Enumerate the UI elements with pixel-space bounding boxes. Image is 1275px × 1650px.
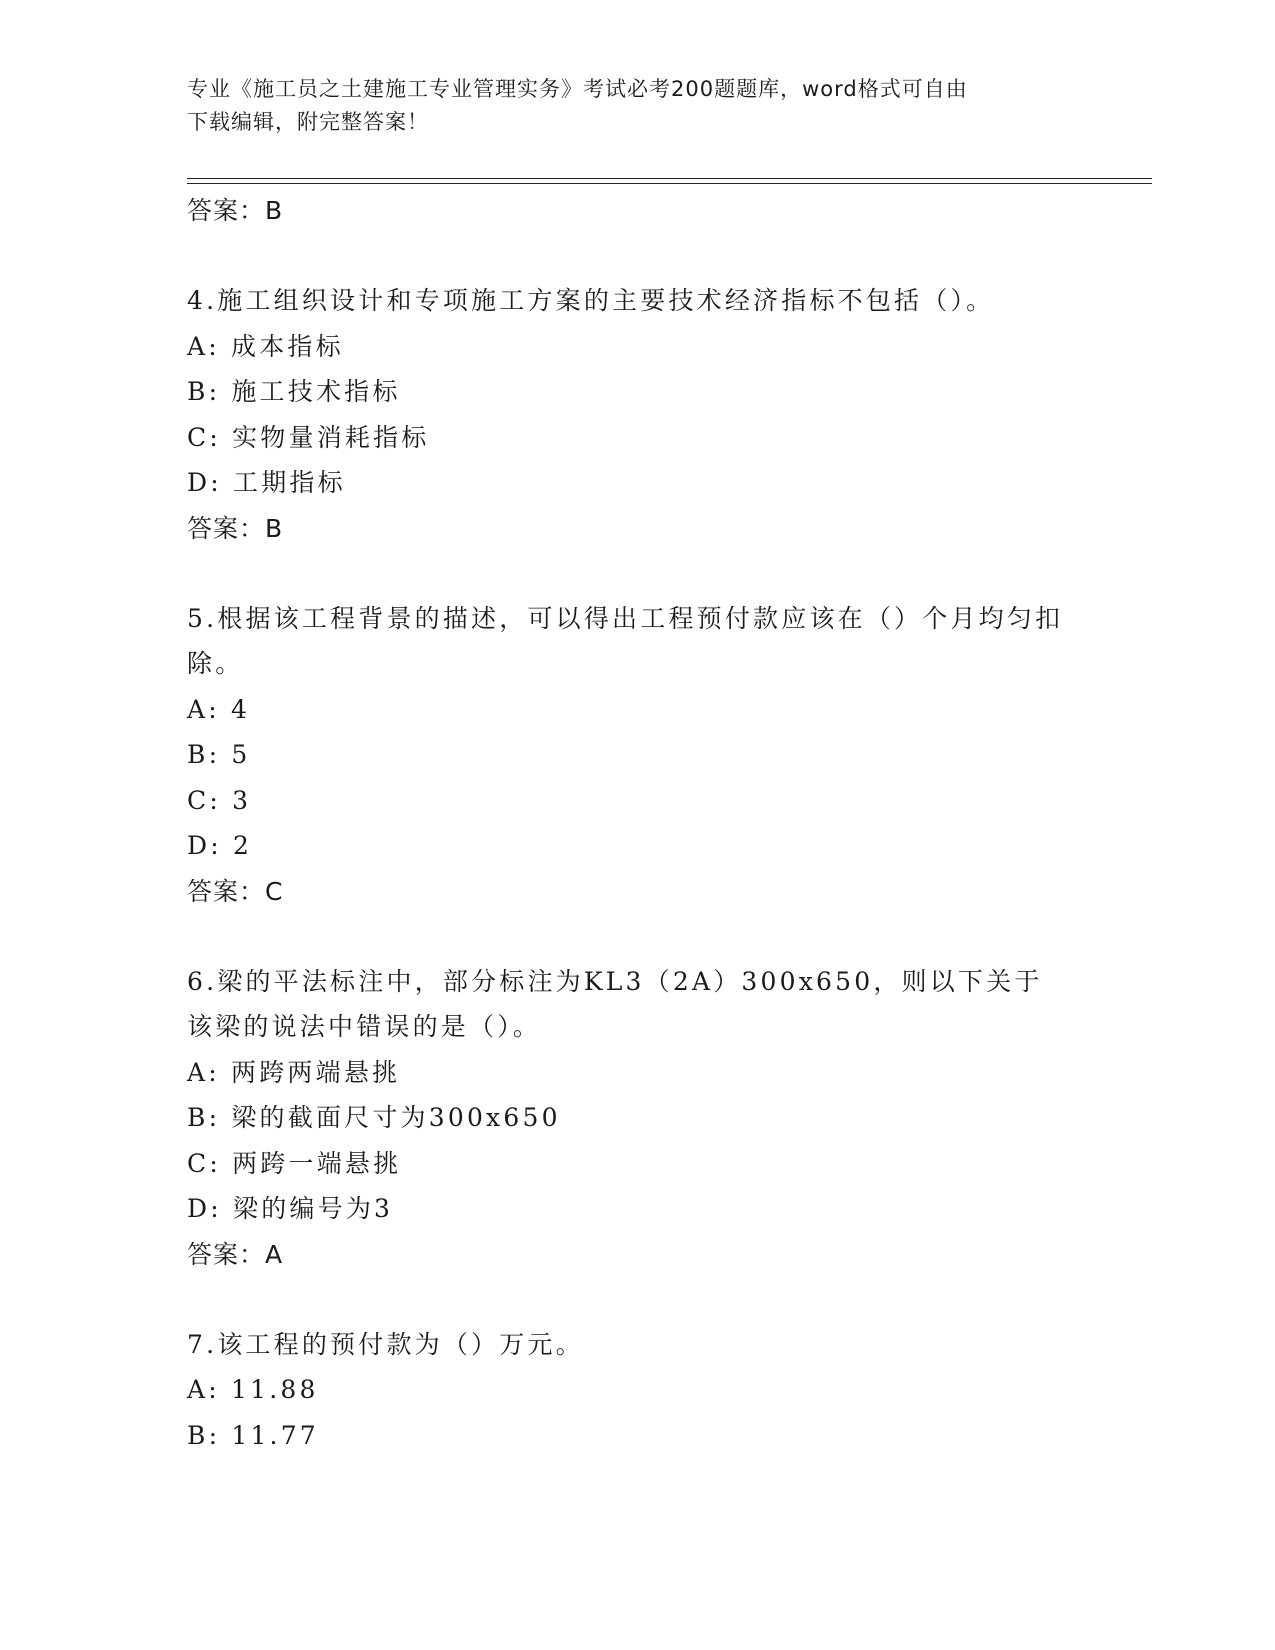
- option-a: A: 两跨两端悬挑: [187, 1057, 401, 1087]
- question-stem: 4.施工组织设计和专项施工方案的主要技术经济指标不包括（）。: [187, 286, 995, 315]
- header-divider-top: [187, 178, 1152, 179]
- option-a: A: 成本指标: [187, 331, 344, 361]
- question-list: [187, 188, 1087, 1458]
- answer-label: 答案：A: [187, 1239, 284, 1269]
- option-b: B: 11.77: [187, 1420, 319, 1450]
- option-d: D: 2: [187, 831, 253, 860]
- option-a: A: 4: [187, 694, 251, 724]
- option-c: C: 两跨一端悬挑: [187, 1148, 402, 1178]
- header-line-2: 下载编辑，附完整答案！: [187, 110, 429, 134]
- document-header: [187, 73, 1067, 139]
- answer-label: 答案：C: [187, 876, 284, 906]
- option-b: B: 施工技术指标: [187, 377, 401, 406]
- option-b: B: 梁的截面尺寸为300x650: [187, 1103, 561, 1132]
- question-stem: 6.梁的平法标注中，部分标注为KL3（2A）300x650，则以下关于该梁的说法中错误的是（）。: [187, 966, 1043, 1041]
- option-c: C: 3: [187, 785, 252, 815]
- question-stem: 7.该工程的预付款为（）万元。: [187, 1329, 584, 1359]
- question-5: [187, 596, 1087, 914]
- option-b: B: 5: [187, 740, 251, 769]
- question-7: [187, 1322, 1087, 1459]
- option-d: D: 工期指标: [187, 468, 346, 497]
- question-4: [187, 278, 1087, 551]
- option-a: A: 11.88: [187, 1375, 319, 1404]
- answer-label: 答案：B: [187, 513, 284, 543]
- previous-answer: 答案：B: [187, 196, 284, 225]
- header-divider-bottom: [187, 183, 1152, 184]
- header-line-1: 专业《施工员之土建施工专业管理实务》考试必考200题题库，word格式可自由: [187, 77, 968, 101]
- question-stem: 5.根据该工程背景的描述，可以得出工程预付款应该在（）个月均匀扣除。: [187, 603, 1064, 678]
- option-c: C: 实物量消耗指标: [187, 422, 430, 452]
- question-6: [187, 959, 1087, 1277]
- option-d: D: 梁的编号为3: [187, 1194, 394, 1223]
